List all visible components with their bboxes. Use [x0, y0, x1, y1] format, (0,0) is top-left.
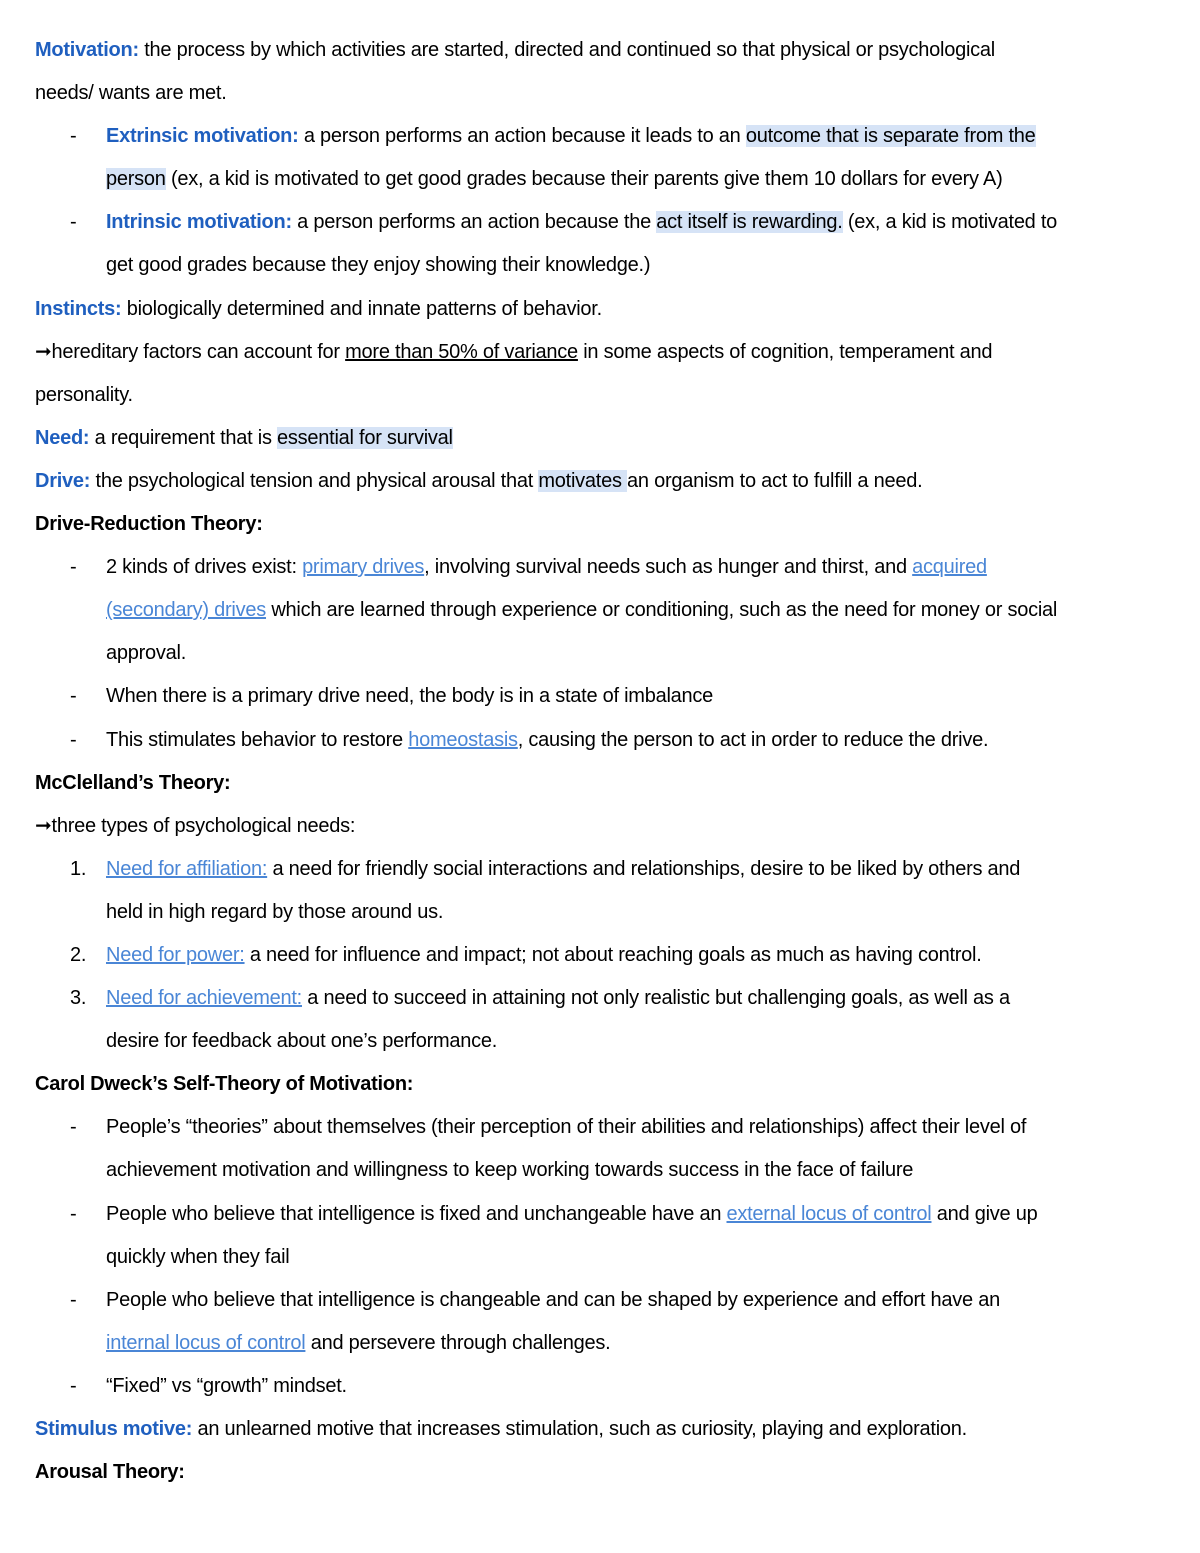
item-text: held in high regard by those around us. — [106, 900, 444, 923]
intrinsic-example-cont: get good grades because they enjoy showing their knowledge.) — [106, 254, 651, 277]
dash-bullet: - — [70, 1288, 77, 1311]
item-text: a need for influence and impact; not about reaching goals as much as having control. — [244, 943, 982, 966]
bullet-text: and give up — [931, 1202, 1038, 1225]
intrinsic-bullet-cont — [35, 244, 1170, 287]
bullet-text: approval. — [106, 642, 187, 665]
dweck-bullet-4 — [35, 1365, 1170, 1408]
extrinsic-text: a person performs an action because it leads to an — [298, 125, 746, 148]
link-homeostasis[interactable]: homeostasis — [408, 728, 518, 751]
bullet-text: , involving survival needs such as hunger and thirst, and — [424, 556, 913, 579]
extrinsic-bullet-cont — [35, 158, 1170, 201]
bullet-text: This stimulates behavior to restore — [106, 728, 409, 751]
highlight-person: person — [106, 168, 166, 191]
mcclelland-item-3-cont — [35, 1020, 1170, 1063]
need-text: a requirement that is — [89, 426, 278, 449]
link-primary-drives[interactable]: primary drives — [302, 556, 425, 579]
bullet-text: and persevere through challenges. — [305, 1331, 611, 1354]
link-secondary-drives[interactable]: (secondary) drives — [106, 599, 267, 622]
bullet-text: quickly when they fail — [106, 1245, 290, 1268]
dash-bullet: - — [70, 1202, 77, 1225]
link-external-locus[interactable]: external locus of control — [726, 1202, 932, 1225]
heading-dweck: Carol Dweck’s Self-Theory of Motivation: — [35, 1073, 414, 1096]
list-number: 2. — [70, 943, 87, 966]
bullet-text: People’s “theories” about themselves (their perception of their abilities and relationships) affect their level of — [106, 1116, 1027, 1139]
drive-reduction-bullet-1 — [35, 546, 1170, 589]
stimulus-definition: an unlearned motive that increases stimulation, such as curiosity, playing and exploration. — [192, 1418, 967, 1440]
highlight-survival: essential for survival — [277, 426, 453, 449]
term-stimulus-motive: Stimulus motive: — [35, 1418, 193, 1440]
dash-bullet: - — [70, 1374, 77, 1397]
hereditary-line-cont — [35, 374, 1170, 417]
mcclelland-item-1 — [35, 848, 1170, 891]
dash-bullet: - — [70, 1116, 77, 1139]
dash-bullet: - — [70, 728, 77, 751]
dash-bullet: - — [70, 685, 77, 708]
item-text: desire for feedback about one’s performance. — [106, 1030, 498, 1053]
mcclelland-item-1-cont — [35, 891, 1170, 934]
heading-drive-reduction: Drive-Reduction Theory: — [35, 513, 263, 536]
mcclelland-intro-text: three types of psychological needs: — [51, 814, 356, 837]
hereditary-text-cont: personality. — [35, 383, 133, 406]
instincts-definition: biologically determined and innate patterns of behavior. — [121, 297, 602, 320]
dash-bullet: - — [70, 556, 77, 579]
instincts-line — [35, 288, 1170, 331]
link-need-power[interactable]: Need for power: — [106, 943, 245, 966]
dweck-bullet-2 — [35, 1193, 1170, 1236]
drive-reduction-bullet-1-cont — [35, 589, 1170, 632]
dweck-bullet-1-cont — [35, 1149, 1170, 1192]
highlight-rewarding: act itself is rewarding. — [656, 211, 843, 234]
dash-bullet: - — [70, 125, 77, 148]
motivation-definition: the process by which activities are started, directed and continued so that physical or psychological — [138, 39, 995, 61]
need-line — [35, 417, 1170, 460]
drive-reduction-bullet-2 — [35, 675, 1170, 718]
link-acquired-drives[interactable]: acquired — [912, 556, 987, 579]
term-need: Need: — [35, 426, 90, 449]
dweck-bullet-3-cont — [35, 1322, 1170, 1365]
mcclelland-item-2 — [35, 934, 1170, 977]
drive-reduction-bullet-1-cont2 — [35, 632, 1170, 675]
item-text: a need to succeed in attaining not only realistic but challenging goals, as well as a — [301, 987, 1010, 1010]
highlight-motivates: motivates — [538, 469, 628, 492]
bullet-text: , causing the person to act in order to reduce the drive. — [517, 728, 989, 751]
bullet-text: When there is a primary drive need, the body is in a state of imbalance — [106, 685, 714, 708]
arrow-icon: ➞ — [35, 814, 52, 837]
extrinsic-bullet — [35, 115, 1170, 158]
heading-arousal: Arousal Theory: — [35, 1461, 185, 1484]
list-number: 3. — [70, 987, 87, 1010]
drive-text: the psychological tension and physical arousal that — [90, 469, 539, 492]
heading-mcclelland: McClelland’s Theory: — [35, 771, 231, 794]
notes-body — [35, 29, 1170, 1494]
drive-reduction-bullet-3 — [35, 719, 1170, 762]
drive-line — [35, 460, 1170, 503]
dweck-bullet-2-cont — [35, 1236, 1170, 1279]
term-instincts: Instincts: — [35, 297, 122, 320]
term-intrinsic: Intrinsic motivation: — [106, 211, 292, 234]
arrow-icon: ➞ — [35, 340, 52, 363]
stimulus-line — [35, 1408, 1170, 1451]
item-text: a need for friendly social interactions and relationships, desire to be liked by others and — [267, 857, 1021, 880]
drive-text-post: an organism to act to fulfill a need. — [627, 469, 923, 492]
intrinsic-text: a person performs an action because the — [291, 211, 657, 234]
intrinsic-example: (ex, a kid is motivated to — [842, 211, 1058, 234]
term-drive: Drive: — [35, 469, 91, 492]
bullet-text: People who believe that intelligence is fixed and unchangeable have an — [106, 1202, 727, 1225]
intrinsic-bullet — [35, 201, 1170, 244]
hereditary-line — [35, 331, 1170, 374]
link-need-affiliation[interactable]: Need for affiliation: — [106, 857, 268, 880]
bullet-text: achievement motivation and willingness to keep working towards success in the face of failure — [106, 1159, 914, 1182]
hereditary-text: hereditary factors can account for — [51, 340, 346, 363]
motivation-line — [35, 29, 1170, 72]
bullet-text: “Fixed” vs “growth” mindset. — [106, 1374, 347, 1397]
hereditary-text-post: in some aspects of cognition, temperament and — [577, 340, 993, 363]
bullet-text: which are learned through experience or conditioning, such as the need for money or social — [266, 599, 1058, 622]
highlight-outcome: outcome that is separate from the — [745, 125, 1036, 148]
mcclelland-item-3 — [35, 977, 1170, 1020]
motivation-line-cont — [35, 72, 1170, 115]
motivation-definition-cont: needs/ wants are met. — [35, 82, 227, 105]
link-internal-locus[interactable]: internal locus of control — [106, 1331, 306, 1354]
mcclelland-intro — [35, 805, 1170, 848]
list-number: 1. — [70, 857, 87, 880]
bullet-text: People who believe that intelligence is changeable and can be shaped by experience and effort have an — [106, 1288, 1000, 1311]
bullet-text: 2 kinds of drives exist: — [106, 556, 303, 579]
link-need-achievement[interactable]: Need for achievement: — [106, 987, 302, 1010]
dweck-bullet-3 — [35, 1279, 1170, 1322]
extrinsic-example: (ex, a kid is motivated to get good grades because their parents give them 10 dollars for every A) — [165, 168, 1003, 191]
underline-variance: more than 50% of variance — [345, 340, 578, 363]
dweck-bullet-1 — [35, 1106, 1170, 1149]
term-motivation: Motivation: — [35, 39, 139, 61]
dash-bullet: - — [70, 211, 77, 234]
term-extrinsic: Extrinsic motivation: — [106, 125, 299, 148]
